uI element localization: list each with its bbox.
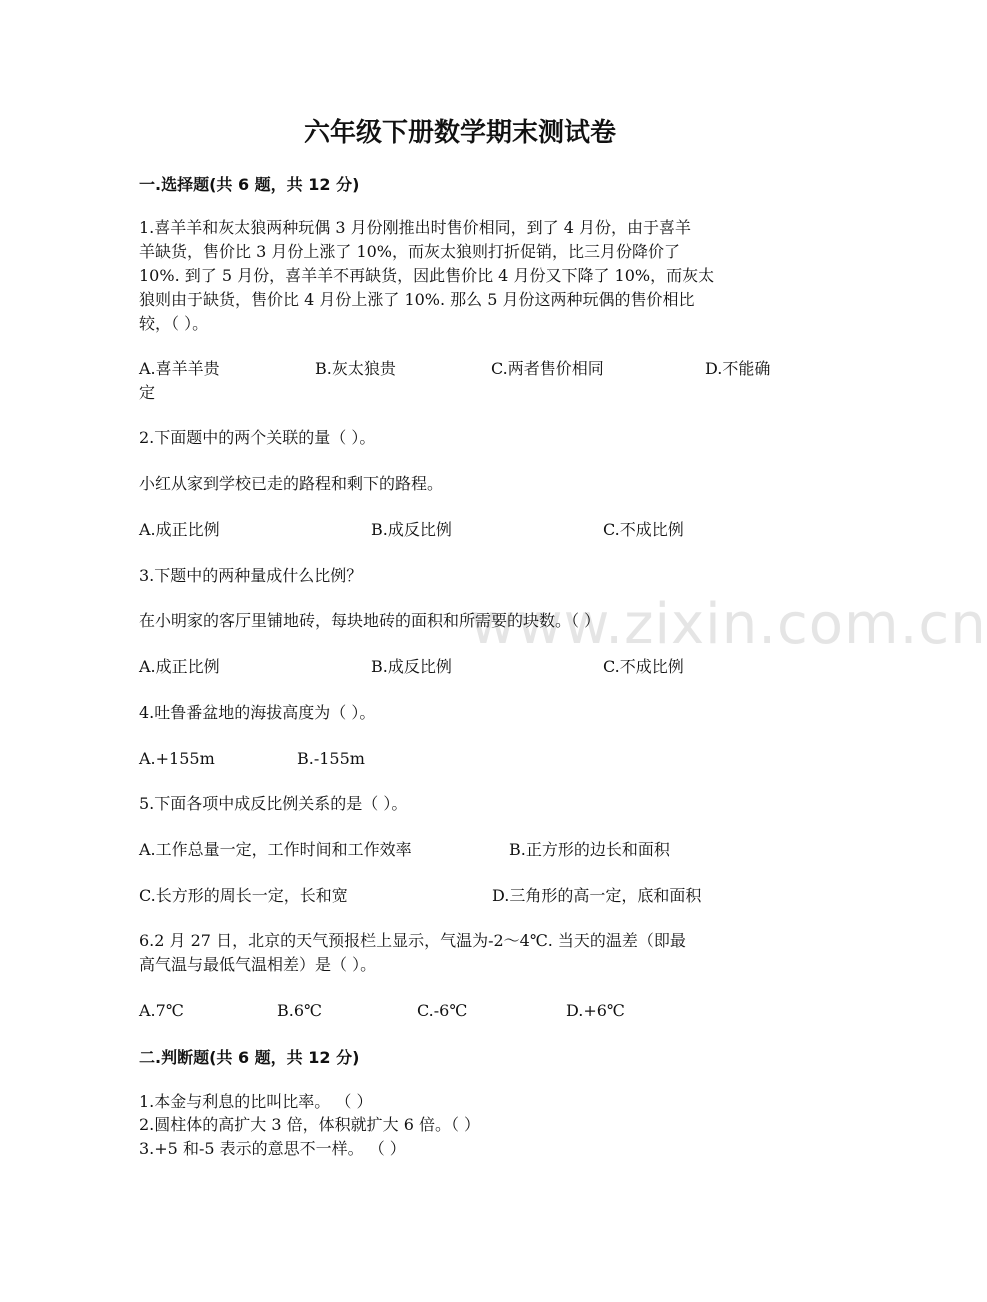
q5-option-c: C.长方形的周长一定，长和宽 [139,886,348,905]
q5-option-a: A.工作总量一定，工作时间和工作效率 [139,840,412,859]
q1-line: 羊缺货，售价比 3 月份上涨了 10%，而灰太狼则打折促销，比三月份降价了 [139,242,681,261]
q4-option-b: B.-155m [297,749,365,768]
q3-stem: 3.下题中的两种量成什么比例？ [139,566,363,585]
q3-option-c: C.不成比例 [603,657,684,676]
q6-option-d: D.+6℃ [566,1001,625,1020]
section-heading-judgment: 二.判断题(共 6 题，共 12 分) [139,1048,360,1067]
q1-line: 1.喜羊羊和灰太狼两种玩偶 3 月份刚推出时售价相同，到了 4 月份，由于喜羊 [139,218,691,237]
q2-option-a: A.成正比例 [139,520,220,539]
q6-option-a: A.7℃ [139,1001,184,1020]
q1-line: 狼则由于缺货，售价比 4 月份上涨了 10%. 那么 5 月份这两种玩偶的售价相比 [139,290,695,309]
q4-stem: 4.吐鲁番盆地的海拔高度为（ ）。 [139,703,376,722]
q3-context: 在小明家的客厅里铺地砖，每块地砖的面积和所需要的块数。（ ） [139,611,601,630]
section-heading-choice: 一.选择题(共 6 题，共 12 分) [139,175,360,194]
q5-option-d: D.三角形的高一定，底和面积 [492,886,702,905]
q3-option-a: A.成正比例 [139,657,220,676]
q6-option-c: C.-6℃ [417,1001,468,1020]
q6-option-b: B.6℃ [277,1001,322,1020]
page-title: 六年级下册数学期末测试卷 [303,118,616,148]
q1-line: 较，（ ）。 [139,314,209,333]
q2-context: 小红从家到学校已走的路程和剩下的路程。 [139,474,444,493]
q2-stem: 2.下面题中的两个关联的量（ ）。 [139,428,376,447]
q6-line: 高气温与最低气温相差）是（ ）。 [139,955,377,974]
q1-line: 10%. 到了 5 月份，喜羊羊不再缺货，因此售价比 4 月份又下降了 10%，而灰太 [139,266,715,285]
judgment-item: 2.圆柱体的高扩大 3 倍，体积就扩大 6 倍。（ ） [139,1115,481,1134]
q1-option-a: A.喜羊羊贵 [139,359,220,378]
q4-option-a: A.+155m [139,749,215,768]
judgment-item: 1.本金与利息的比叫比率。 （ ） [139,1092,373,1111]
q3-option-b: B.成反比例 [371,657,452,676]
q1-option-c: C.两者售价相同 [491,359,604,378]
q1-option-d: D.不能确 [705,359,771,378]
q5-stem: 5.下面各项中成反比例关系的是（ ）。 [139,794,408,813]
q2-option-c: C.不成比例 [603,520,684,539]
q2-option-b: B.成反比例 [371,520,452,539]
judgment-item: 3.+5 和-5 表示的意思不一样。 （ ） [139,1139,406,1158]
q6-line: 6.2 月 27 日，北京的天气预报栏上显示，气温为-2～4℃. 当天的温差（即最 [139,931,686,950]
q1-option-d-wrap: 定 [139,383,156,402]
watermark: www.zixin.com.cn [470,592,987,657]
q1-option-b: B.灰太狼贵 [315,359,396,378]
q5-option-b: B.正方形的边长和面积 [509,840,670,859]
